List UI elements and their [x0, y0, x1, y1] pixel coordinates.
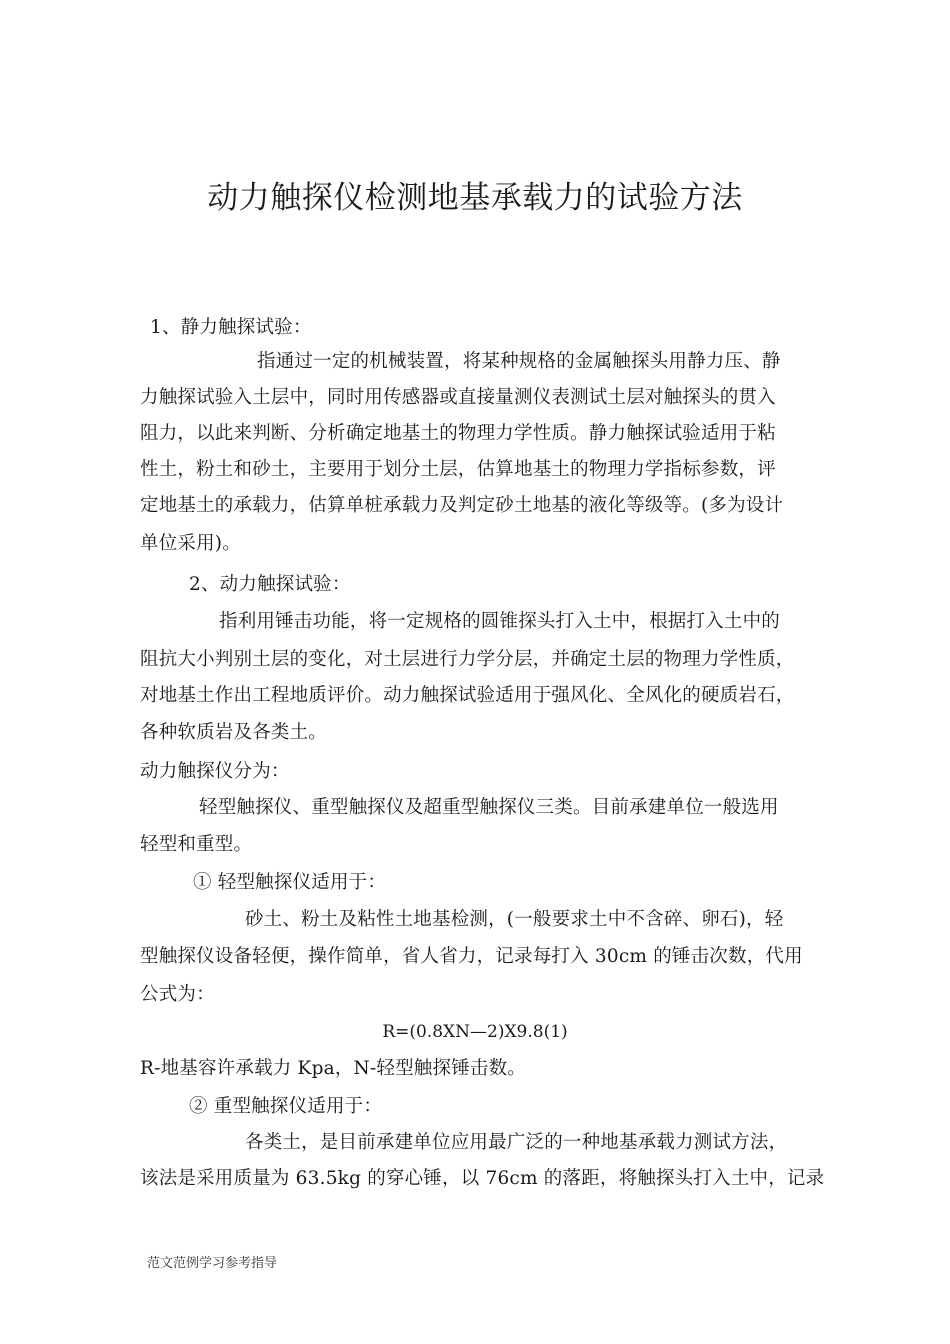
paragraph-line: 单位采用)。 [140, 533, 241, 554]
paragraph-line: 各种软质岩及各类土。 [140, 722, 328, 743]
paragraph-line: 对地基土作出工程地质评价。动力触探试验适用于强风化、全风化的硬质岩石， [140, 685, 795, 706]
subheading-light-type: ① 轻型触探仪适用于： [193, 872, 387, 893]
page-footer: 范文范例学习参考指导 [147, 1256, 278, 1271]
paragraph-line: 性土，粉土和砂土，主要用于划分土层，估算地基土的物理力学指标参数，评 [140, 459, 776, 480]
subheading-heavy-type: ② 重型触探仪适用于： [189, 1096, 383, 1117]
paragraph-line: 型触探仪设备轻便，操作简单，省人省力，记录每打入 30cm 的锤击次数，代用 [140, 946, 803, 967]
section-heading-static-cpt: 1、静力触探试验： [150, 317, 312, 338]
section-heading-dynamic-pt: 2、动力触探试验： [189, 574, 351, 595]
paragraph-line: 定地基土的承载力，估算单桩承载力及判定砂土地基的液化等级等。(多为设计 [140, 495, 784, 516]
paragraph-line: 该法是采用质量为 63.5kg 的穿心锤，以 76cm 的落距，将触探头打入土中，记录 [140, 1168, 825, 1189]
paragraph-line: 阻抗大小判别土层的变化，对土层进行力学分层，并确定土层的物理力学性质， [140, 649, 795, 670]
paragraph-line: 指利用锤击功能，将一定规格的圆锥探头打入土中，根据打入土中的 [219, 611, 781, 632]
paragraph-line: 阻力，以此来判断、分析确定地基土的物理力学性质。静力触探试验适用于粘 [140, 423, 776, 444]
formula-legend: R-地基容许承载力 Kpa，N-轻型触探锤击数。 [140, 1058, 526, 1079]
paragraph-line: 砂土、粉土及粘性土地基检测，(一般要求土中不含碎、卵石)，轻 [245, 909, 784, 930]
paragraph-line: 力触探试验入土层中，同时用传感器或直接量测仪表测试土层对触探头的贯入 [140, 387, 776, 408]
subheading-classification: 动力触探仪分为： [140, 761, 290, 782]
paragraph-line: 指通过一定的机械装置，将某种规格的金属触探头用静力压、静 [257, 351, 781, 372]
paragraph-line: 各类土，是目前承建单位应用最广泛的一种地基承载力测试方法， [245, 1132, 788, 1153]
bearing-capacity-formula: R=(0.8XN—2)X9.8(1) [382, 1022, 568, 1042]
paragraph-line: 公式为： [140, 984, 215, 1005]
document-title: 动力触探仪检测地基承载力的试验方法 [207, 180, 743, 216]
paragraph-line: 轻型触探仪、重型触探仪及超重型触探仪三类。目前承建单位一般选用 [199, 797, 779, 818]
paragraph-line: 轻型和重型。 [140, 834, 253, 855]
